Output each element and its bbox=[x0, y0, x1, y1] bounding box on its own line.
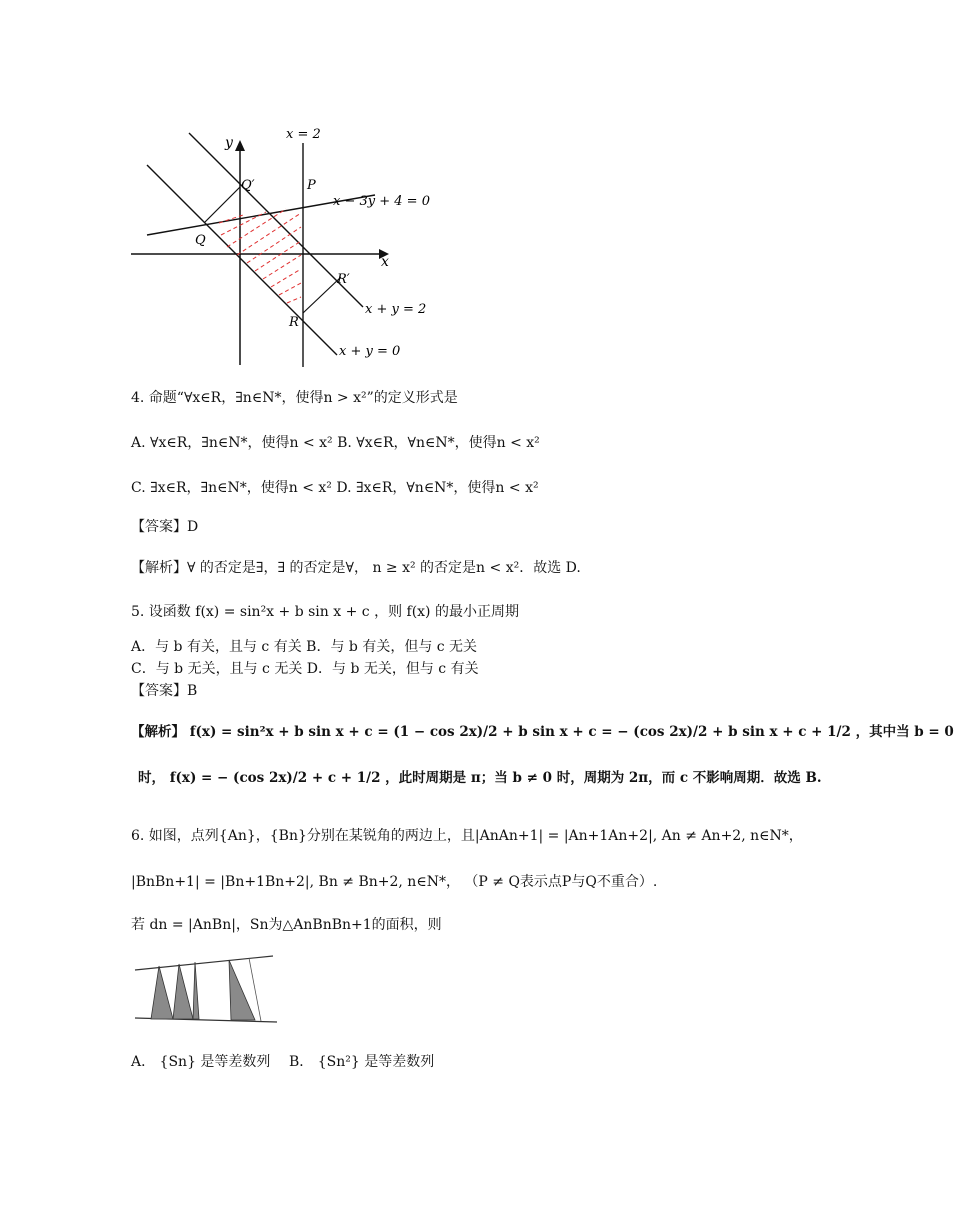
label-line2: x + y = 2 bbox=[365, 302, 427, 317]
angle-side-upper bbox=[135, 956, 273, 970]
q5-options-row2: C．与 b 无关，且与 c 无关 D．与 b 无关，但与 c 有关 bbox=[131, 661, 479, 677]
q5-solution-line1: 【解析】 f(x) = sin²x + b sin x + c = (1 − cos 2x)/2 + b sin x + c = − (cos 2x)/2 + b sin x + c + 1/2 ，其中当 b = 0 bbox=[131, 724, 954, 740]
q6-stem-line3: 若 dn = |AnBn|，Sn为△AnBnBn+1的面积，则 bbox=[131, 917, 442, 933]
label-line1: x − 3y + 4 = 0 bbox=[333, 194, 430, 209]
label-Qp: Q′ bbox=[241, 178, 255, 193]
triangle-2 bbox=[173, 964, 193, 1019]
label-x: x bbox=[381, 254, 389, 270]
q4-options-row1: A. ∀x∈R，∃n∈N*，使得n < x² B. ∀x∈R，∀n∈N*，使得n < x² bbox=[131, 435, 540, 451]
shaded-region bbox=[219, 209, 301, 303]
q5-answer: 【答案】B bbox=[131, 683, 198, 699]
label-y: y bbox=[225, 135, 233, 151]
label-x-eq-2: x = 2 bbox=[286, 127, 321, 142]
segment-Q-Qp bbox=[205, 187, 240, 222]
q6-option-b: B． {Sn²} 是等差数列 bbox=[289, 1054, 435, 1070]
q6-stem-line1: 6. 如图，点列{An}，{Bn}分别在某锐角的两边上，且|AnAn+1| = |An+1An+2|, An ≠ An+2, n∈N*， bbox=[131, 828, 803, 844]
label-Q: Q bbox=[195, 233, 206, 248]
label-Rp: R′ bbox=[337, 272, 350, 287]
feasible-region-figure bbox=[131, 125, 441, 370]
triangle-3 bbox=[193, 962, 199, 1019]
label-line3: x + y = 0 bbox=[339, 344, 401, 359]
segment-R-Rp bbox=[303, 277, 341, 313]
q4-stem: 4. 命题“∀x∈R，∃n∈N*，使得n > x²”的定义形式是 bbox=[131, 390, 458, 406]
y-axis-arrow-icon bbox=[235, 140, 245, 151]
q5-options-row1: A．与 b 有关，且与 c 有关 B．与 b 有关，但与 c 无关 bbox=[131, 639, 478, 655]
triangle-1 bbox=[151, 966, 173, 1019]
label-P: P bbox=[307, 178, 316, 193]
triangle-sequence-figure bbox=[133, 952, 279, 1034]
q5-stem: 5. 设函数 f(x) = sin²x + b sin x + c ，则 f(x) 的最小正周期 bbox=[131, 604, 519, 620]
q6-stem-line2: |BnBn+1| = |Bn+1Bn+2|, Bn ≠ Bn+2, n∈N*， （P ≠ Q表示点P与Q不重合）. bbox=[131, 874, 658, 890]
label-R: R bbox=[289, 315, 299, 330]
line-x-y-0 bbox=[147, 165, 337, 355]
q4-analysis: 【解析】∀ 的否定是∃，∃ 的否定是∀， n ≥ x² 的否定是n < x²．故选 D. bbox=[131, 560, 581, 576]
q4-options-row2: C. ∃x∈R，∃n∈N*，使得n < x² D. ∃x∈R，∀n∈N*，使得n < x² bbox=[131, 480, 539, 496]
q4-answer: 【答案】D bbox=[131, 519, 199, 535]
q5-solution-line2: 时， f(x) = − (cos 2x)/2 + c + 1/2 ，此时周期是 π；当 b ≠ 0 时，周期为 2π，而 c 不影响周期．故选 B. bbox=[138, 770, 822, 786]
q6-option-a: A． {Sn} 是等差数列 bbox=[131, 1054, 271, 1070]
